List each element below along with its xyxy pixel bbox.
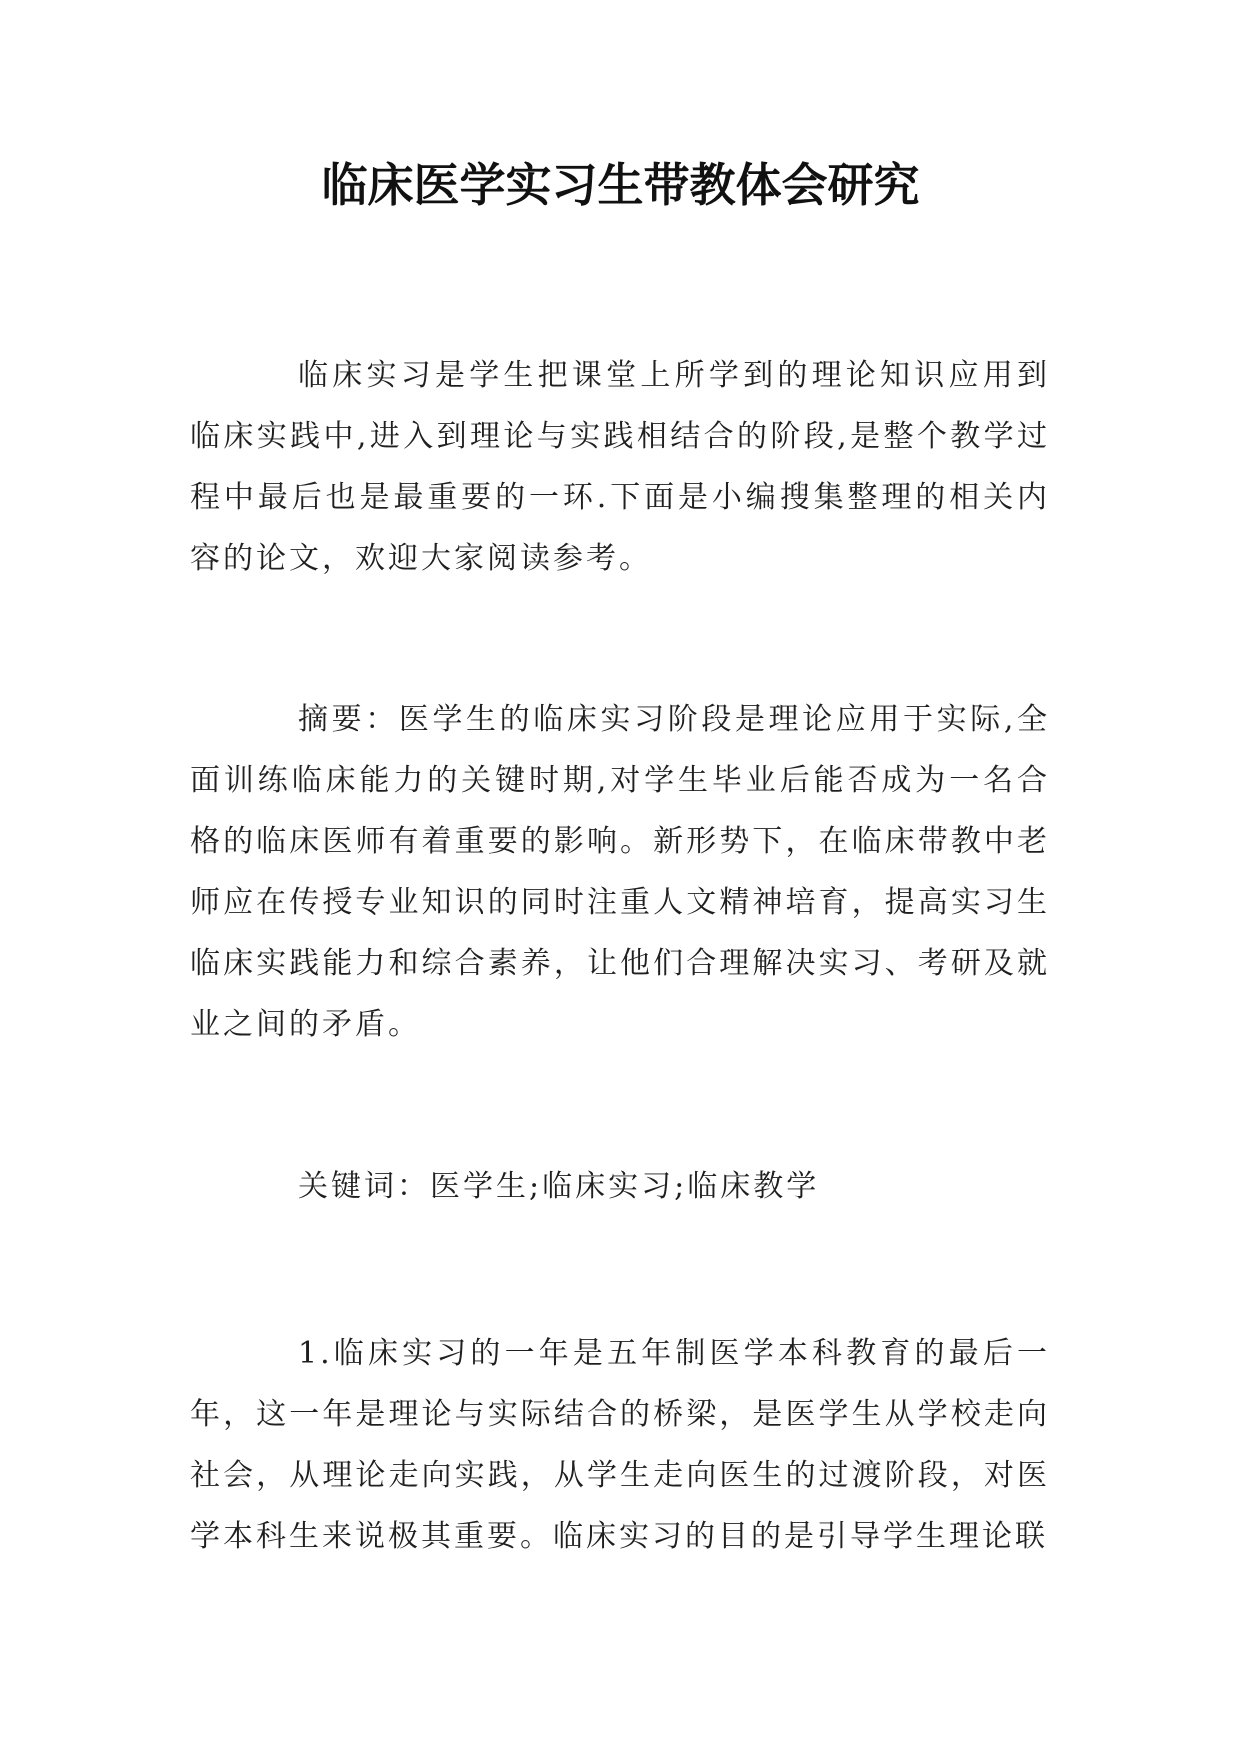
abstract-paragraph: 摘要：医学生的临床实习阶段是理论应用于实际,全面训练临床能力的关键时期,对学生毕业后能否成为一名合格的临床医师有着重要的影响。新形势下，在临床带教中老师应在传授专业知识的同时注重人文精神培育，提高实习生临床实践能力和综合素养，让他们合理解决实习、考研及就业之间的矛盾。 — [190, 702, 1050, 1042]
intro-paragraph: 临床实习是学生把课堂上所学到的理论知识应用到临床实践中,进入到理论与实践相结合的阶段,是整个教学过程中最后也是最重要的一环.下面是小编搜集整理的相关内容的论文，欢迎大家阅读参考。 — [190, 358, 1050, 576]
document-title: 临床医学实习生带教体会研究 — [321, 158, 920, 212]
section-1-paragraph: 1.临床实习的一年是五年制医学本科教育的最后一年，这一年是理论与实际结合的桥梁，是医学生从学校走向社会，从理论走向实践，从学生走向医生的过渡阶段，对医学本科生来说极其重要。临床实习的目的是引导学生理论联 — [190, 1336, 1050, 1554]
keywords-paragraph: 关键词：医学生;临床实习;临床教学 — [298, 1169, 820, 1204]
